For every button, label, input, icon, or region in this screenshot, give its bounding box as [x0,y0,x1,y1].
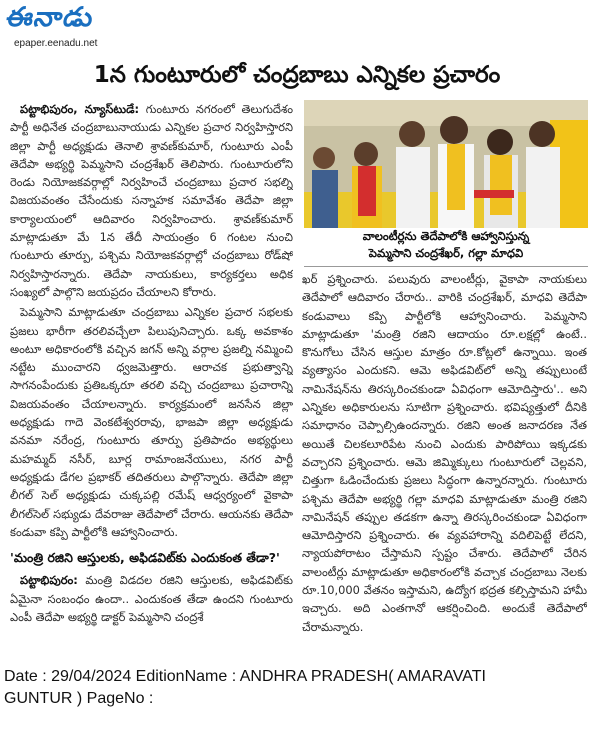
article-right-column [302,270,587,672]
edition-footer [4,666,590,710]
article-paragraph-1 [10,100,293,301]
article-paragraph-1-text: గుంటూరు నగరంలో తెలుగుదేశం పార్టీ అధినేత చంద్రబాబునాయుడు ఎన్నికల ప్రచార నిర్వహిస్తారని జిల్లా పార్టీ అధ్యక్షుడు తెనాలి శ్రావణ్‌కుమార్, గుంటూరు ఎంపీ తెదేపా అభ్యర్థి పెమ్మసాని చంద్రశేఖర్ తెలిపారు. గుంటూరులోని రెండు నియోజకవర్గాల్లో నిర్వహించే చంద్రబాబు ప్రచార సభల్ని విజయవంతం చేసేందుకు సన్నాహక సమావేశం తెదేపా జిల్లా కార్యాలయంలో ఆదివారం నిర్వహించారు. శ్రావణ్‌కుమార్ మాట్లాడుతూ మే 1న తేదీ సాయంత్రం 6 గంటల నుంచి గుంటూరు తూర్పు, పశ్చిమ నియోజకవర్గాల్లో చంద్రబాబు రోడ్‌షో నిర్వహిస్తారన్నారు. తెదేపా నాయకులు, కార్యకర్తలు అధిక సంఖ్యలో పాల్గొని జయప్రదం చేయాలని కోరారు. [10,102,293,299]
epaper-url[interactable]: epaper.eenadu.net [14,38,98,49]
masthead [0,0,594,58]
sub-article-dateline: పట్టాభిపురం: [20,573,78,588]
article-subhead: 'మంత్రి రజిని ఆస్తులకు, అఫిడవిట్‌కు ఎందుకంత తేడా?' [10,550,280,566]
caption-divider [304,266,588,267]
edition-footer-line-1: Date : 29/04/2024 EditionName : ANDHRA PRADESH( AMARAVATI [4,668,486,685]
sub-article-paragraph [10,571,293,626]
news-photo-illustration [304,100,588,228]
edition-footer-line-2: GUNTUR ) PageNo : [4,690,154,707]
sub-article-paragraph-text: మంత్రి విడదల రజిని ఆస్తులకు, అఫిడవిట్‌కు ఏమైనా సంబంధం ఉందా.. ఎందుకంత తేడా ఉందని గుంటూరు ఎంపీ తెదేపా అభ్యర్థి డాక్టర్ పెమ్మసాని చంద్రశే [10,573,293,625]
article-paragraph-2: పెమ్మసాని మాట్లాడుతూ చంద్రబాబు ఎన్నికల ప్రచార సభలకు ప్రజలు భారీగా తరలివచ్చేలా పిలుపునిచ్చారు. ఒక్క అవకాశం అంటూ అధికారంలోకి వచ్చిన జగన్ అన్ని వర్గాల ప్రజల్ని నమ్మించి నట్టేట ముంచారని ధ్వజమెత్తారు. ఆరాచక ప్రభుత్వాన్ని సాగనంపేందుకు ప్రతిఒక్కరూ తరలి వచ్చి చంద్రబాబు ప్రచారాన్ని విజయవంతం చేయాలన్నారు. కార్యక్రమంలో జనసేన జిల్లా అధ్యక్షుడు గాదె వెంకటేశ్వరరావు, భాజపా జిల్లా అధ్యక్షుడు వనమా నరేంద్ర, గుంటూరు తూర్పు ప్రతిపాదం అభ్యర్థులు మహమ్మద్ నసీర్, బూర్ల రామాంజనేయులు, నగర పార్టీ అధ్యక్షుడు డేగల ప్రభాకర్ తదితరులు పాల్గొన్నారు. తెదేపా జిల్లా లీగల్ సెల్ అధ్యక్షుడు చుక్కపల్లి రమేష్ ఆధ్వర్యంలో వైకాపా లీగల్‌సెల్ సభ్యుడు దేవరాజు తెదేపాలో చేరారు. ఆయనకు తెదేపా కండువా కప్పి పార్టీలోకి ఆహ్వానించారు. [10,305,293,539]
article-dateline: పట్టాభిపురం, న్యూస్‌టుడే: [20,102,140,116]
article-right-column-text: ఖర్ ప్రశ్నించారు. పలువురు వాలంటీర్లు, వైకాపా నాయకులు తెదేపాలో ఆదివారం చేరారు.. వారికి చంద్రశేఖర్, మాధవి తెదేపా కండువాలు కప్పి పార్టీలోకి ఆహ్వానించారు. పెమ్మసాని మాట్లాడుతూ 'మంత్రి రజిని ఆదాయం రూ.లక్షల్లో ఉంటే.. కొనుగోలు చేసిన ఆస్తుల మాత్రం రూ.కోట్లలో ఉన్నాయి. ఇంత వ్యత్యాసం ఎందుకని. ఆమె అఫిడవిట్‌లో అన్ని తప్పులుంటే నామినేషన్‌ను తిరస్కరించకుండా ఏవిధంగా ఆమోదిస్తారు'.. అని ఎన్నికల అధికారులను సూటిగా ప్రశ్నించారు. భవిష్యత్తులో దీనికి సమాధానం చెప్పాల్సిఉందన్నారు. రజిని అంత జనాదరణ నేత అయితే చిలకలూరిపేట నుంచి ఎందుకు పారిపోయి ఇక్కడకు వచ్చారని ప్రశ్నించారు. ఆమె జిమ్మిక్కులు గుంటూరులో చెల్లవని, చిత్తుగా ఓడించేందుకు ప్రజలు సిద్ధంగా ఉన్నారన్నారు. గుంటూరు పశ్చిమ తెదేపా అభ్యర్థి గల్లా మాధవి మాట్లాడుతూ మంత్రి రజిని నామినేషన్ తప్పుల తడకగా ఉన్నా తిరస్కరించకుండా ఏవిధంగా ఆమోదిస్తారని ప్రశ్నించారు. ఈ వ్యవహారాన్ని వదిలిపెట్టే లేదని, న్యాయపోరాటం చేస్తామని స్పష్టం చేశారు. తెదేపాలో చేరిన వాలంటీర్లు మాట్లాడుతూ అధికారంలోకి వచ్చాక చంద్రబాబు నెలకు రూ.10,000 వేతనం ఇస్తామని, ఉద్యోగ భద్రత కల్పిస్తామని హామీ ఇచ్చారు. అది ఎంతగానో ఆకర్షించింది. అందుకే తెదేపాలో చేరామన్నారు. [302,272,587,634]
eenadu-logo[interactable]: ఈనాడు [4,2,96,33]
photo-caption [300,228,592,262]
photo-caption-line-1: వాలంటీర్లను తెదేపాలోకి ఆహ్వానిస్తున్న [362,229,530,243]
news-photo [304,100,588,228]
photo-caption-line-2: పెమ్మసాని చంద్రశేఖర్, గల్లా మాధవి [368,246,524,260]
article-headline: 1న గుంటూరులో చంద్రబాబు ఎన్నికల ప్రచారం [93,62,501,88]
article-left-column [10,100,293,672]
